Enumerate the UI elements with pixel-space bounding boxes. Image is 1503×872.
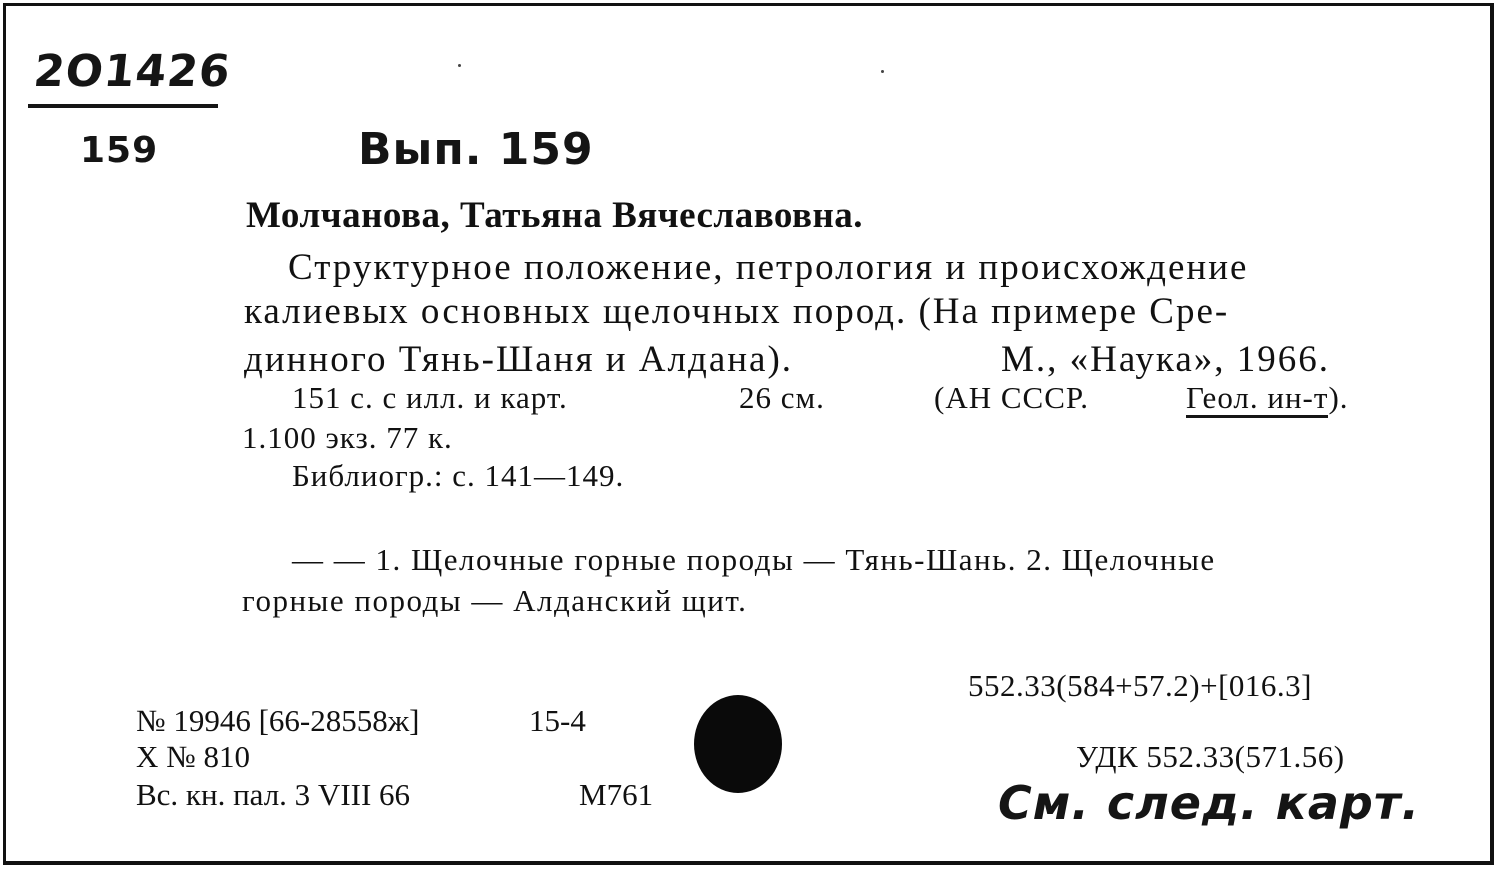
pages-illustrations: 151 с. с илл. и карт. xyxy=(292,380,568,415)
print-run: 1.100 экз. 77 к. xyxy=(242,420,453,455)
chamber-code: М761 xyxy=(579,777,654,812)
subject-headings-line-2: горные породы — Алданский щит. xyxy=(242,583,748,618)
series-prefix: (АН СССР. xyxy=(934,380,1089,415)
see-next-card-note: См. след. карт. xyxy=(998,776,1420,830)
paper-speck xyxy=(881,70,884,73)
record-code: 15-4 xyxy=(529,703,586,738)
inventory-number: 2O1426 xyxy=(31,46,234,97)
series-name: Геол. ин-т xyxy=(1186,380,1328,418)
book-size: 26 см. xyxy=(739,380,825,415)
title-line-3: динного Тянь-Шаня и Алдана). xyxy=(244,339,794,380)
udk-code: УДК 552.33(571.56) xyxy=(1076,739,1345,774)
classification-index: 552.33(584+57.2)+[016.3] xyxy=(968,668,1313,703)
title-line-2: калиевых основных щелочных пород. (На примере Сре- xyxy=(244,291,1230,332)
bibliography-note: Библиогр.: с. 141—149. xyxy=(292,458,625,493)
record-number: № 19946 [66-28558ж] xyxy=(136,703,420,738)
x-number: Х № 810 xyxy=(136,739,250,774)
series-number: 159 xyxy=(80,130,159,171)
inventory-underline xyxy=(28,104,218,108)
series-suffix: ). xyxy=(1328,380,1349,415)
author-heading: Молчанова, Татьяна Вячеславовна. xyxy=(246,195,864,236)
issue-note: Вып. 159 xyxy=(358,124,594,175)
imprint: М., «Наука», 1966. xyxy=(1001,339,1331,380)
paper-speck xyxy=(458,64,461,67)
series-statement xyxy=(1186,380,1349,416)
chamber-line: Вс. кн. пал. 3 VIII 66 xyxy=(136,777,411,812)
title-line-1: Структурное положение, петрология и происхождение xyxy=(288,247,1249,288)
catalog-card xyxy=(3,3,1494,865)
punch-hole xyxy=(694,695,782,793)
subject-headings-line-1: — — 1. Щелочные горные породы — Тянь-Шань. 2. Щелочные xyxy=(292,542,1216,577)
